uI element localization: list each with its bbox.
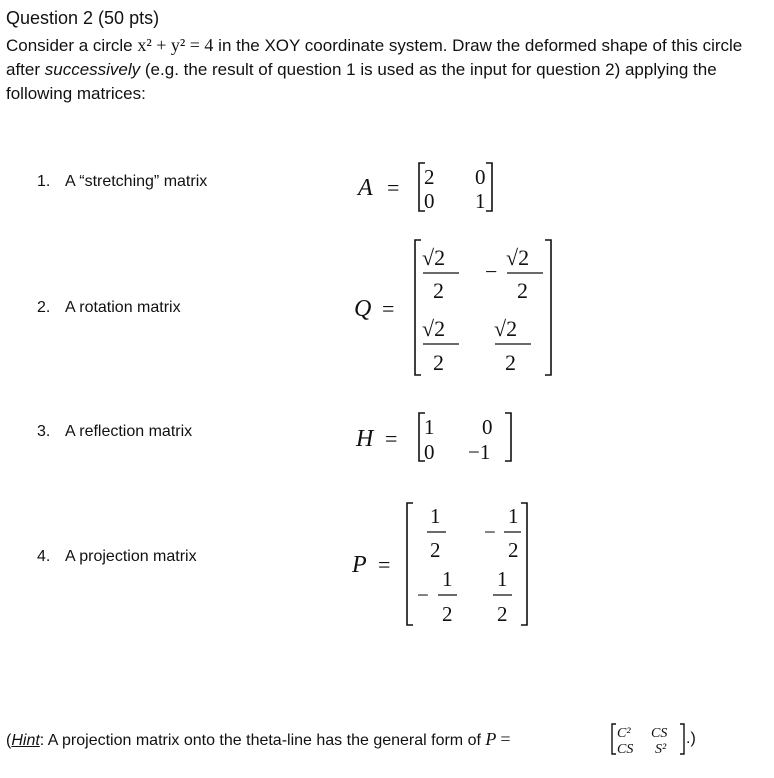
question-title: Question 2 (50 pts) (6, 8, 160, 28)
hint-text: : A projection matrix onto the theta-line has the general form of (39, 732, 486, 749)
q21-numerator: √2 (422, 316, 446, 341)
hint-var: P (485, 729, 497, 749)
p12-denominator: 2 (508, 538, 519, 562)
hint-equals: = (500, 729, 511, 749)
intro-after: (e.g. the result of question 1 is used as the input for question 2) applying the following matrices: (6, 60, 717, 103)
matrix-a-entry-21: 0 (424, 189, 435, 213)
p12-numerator: 1 (508, 504, 519, 528)
right-bracket (680, 724, 684, 754)
hint-entry-21: CS (617, 742, 634, 757)
intro-emphasis: successively (44, 60, 141, 79)
matrix-h-name: H (356, 426, 374, 452)
p21-numerator: 1 (442, 567, 453, 591)
matrix-p-name: P (352, 552, 367, 578)
item-number: 1. (37, 173, 51, 190)
p11-denominator: 2 (430, 538, 441, 562)
p21-denominator: 2 (442, 602, 453, 626)
p22-numerator: 1 (497, 567, 508, 591)
left-bracket (415, 240, 421, 375)
matrix-a-equals: = (387, 175, 400, 200)
p12-sign: − (484, 520, 496, 544)
p11-numerator: 1 (430, 504, 441, 528)
item-number: 3. (37, 423, 51, 440)
p21-sign: − (417, 583, 429, 607)
matrix-a-name: A (358, 175, 373, 201)
item-label: A rotation matrix (65, 299, 181, 316)
p22-denominator: 2 (497, 602, 508, 626)
item-label: A “stretching” matrix (65, 173, 208, 190)
circle-equation: x² + y² = 4 (137, 35, 214, 55)
item-number: 2. (37, 299, 51, 316)
q11-numerator: √2 (422, 245, 446, 270)
hint-label: Hint (11, 732, 40, 749)
hint-entry-11: C² (617, 726, 631, 741)
matrix-a (356, 163, 492, 213)
left-bracket (612, 724, 616, 754)
matrix-q-name: Q (354, 296, 372, 322)
matrix-h (355, 413, 511, 464)
q12-denominator: 2 (517, 278, 528, 303)
right-bracket (505, 413, 511, 461)
hint-entry-12: CS (651, 726, 668, 741)
left-bracket (407, 503, 413, 625)
matrix-h-entry-12: 0 (482, 415, 493, 439)
intro-before: Consider a circle (6, 36, 138, 55)
matrix-h-entry-11: 1 (424, 415, 435, 439)
matrix-h-equals: = (385, 426, 398, 451)
right-bracket (545, 240, 551, 375)
intro-middle: in the XOY coordinate system. Draw the deformed shape of this circle after (6, 36, 743, 79)
matrix-h-entry-22: −1 (468, 440, 491, 464)
hint-entry-22: S² (655, 742, 667, 757)
item-label: A reflection matrix (65, 423, 193, 440)
q11-denominator: 2 (433, 278, 444, 303)
hint-matrix (612, 724, 684, 757)
q22-denominator: 2 (505, 350, 516, 375)
matrix-p (351, 503, 527, 626)
right-bracket (486, 163, 492, 211)
hint-line (6, 728, 511, 752)
item-label: A projection matrix (65, 548, 197, 565)
matrix-q (354, 240, 551, 375)
q21-denominator: 2 (433, 350, 444, 375)
right-bracket (521, 503, 527, 625)
item-number: 4. (37, 548, 51, 565)
hint-close: .) (686, 730, 696, 747)
hint-open: ( (6, 732, 12, 749)
matrix-a-entry-11: 2 (424, 165, 435, 189)
matrix-a-entry-22: 1 (475, 189, 486, 213)
matrix-q-equals: = (382, 296, 395, 321)
matrix-h-entry-21: 0 (424, 440, 435, 464)
q12-sign: − (485, 259, 498, 284)
matrix-p-equals: = (378, 552, 391, 577)
matrix-a-entry-12: 0 (475, 165, 486, 189)
q12-numerator: √2 (506, 245, 530, 270)
q22-numerator: √2 (494, 316, 518, 341)
